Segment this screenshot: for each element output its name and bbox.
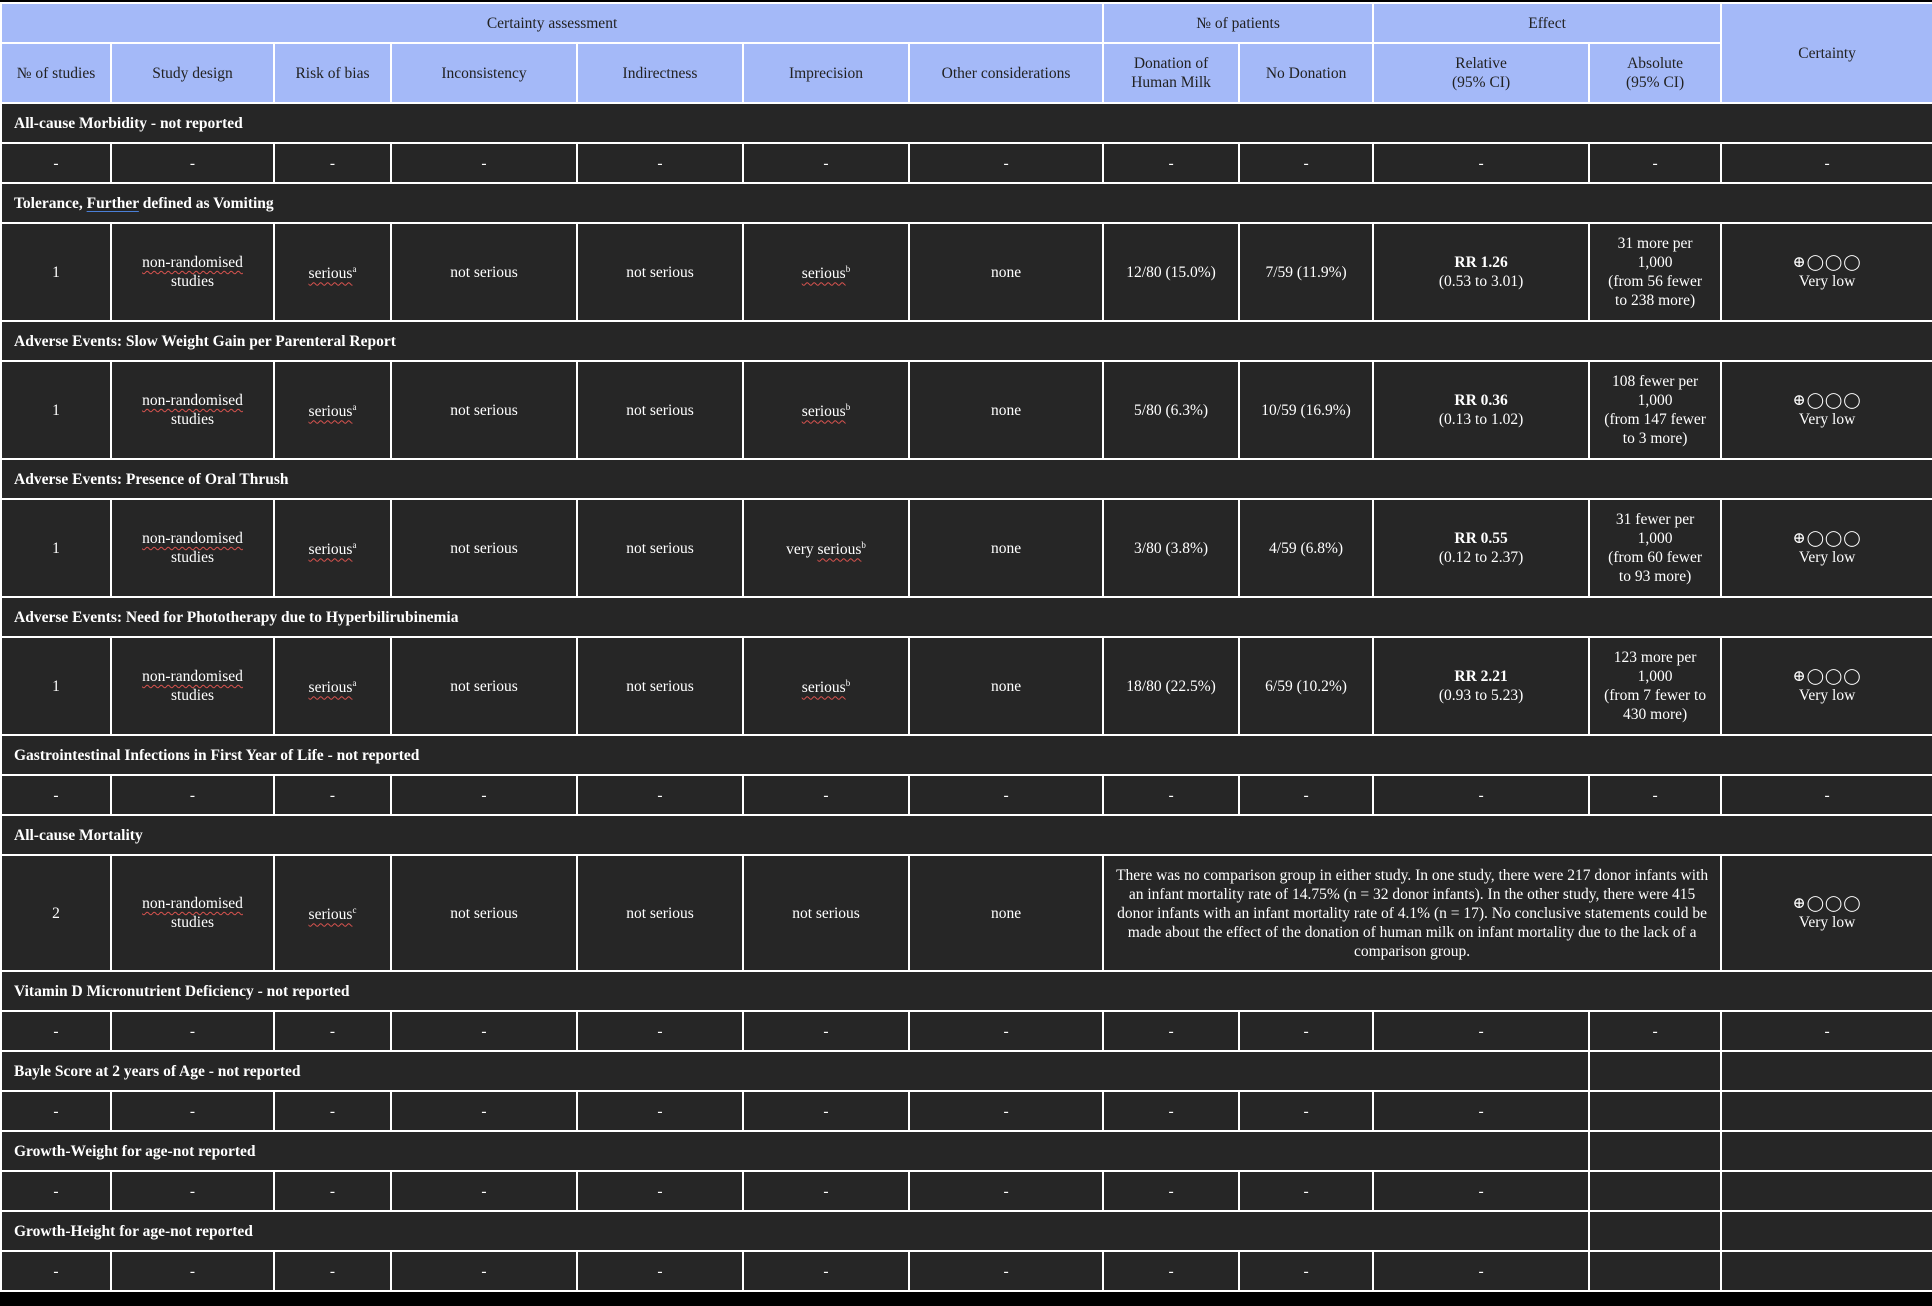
empty-value-cell: - [1721,143,1932,183]
empty-value-cell: - [1103,775,1239,815]
blank-cell [1721,1051,1932,1091]
empty-value-cell: - [909,1251,1103,1291]
no-donation-cell: 6/59 (10.2%) [1239,637,1373,735]
empty-value-cell: - [1239,775,1373,815]
other-considerations-cell: none [909,855,1103,971]
risk-of-bias-value: serious [308,541,353,559]
imprecision-cell [743,361,909,459]
certainty-cell [1721,223,1932,321]
donation-cell: 3/80 (3.8%) [1103,499,1239,597]
indirectness-cell: not serious [577,637,743,735]
absolute-line-1: 108 fewer per [1612,373,1699,390]
outcome-header-row [1,735,1932,775]
study-design-cell [111,855,274,971]
outcome-header-row [1,321,1932,361]
empty-value-cell: - [391,1251,577,1291]
other-considerations-cell: none [909,499,1103,597]
grade-evidence-table [0,2,1932,1292]
outcome-header-row [1,183,1932,223]
empty-value-cell: - [111,1171,274,1211]
empty-value-cell: - [274,1091,391,1131]
outcome-header-row [1,103,1932,143]
header-certainty: Certainty [1721,3,1932,103]
certainty-rating-icon: ⊕◯◯◯ [1792,530,1862,547]
imprecision-value: serious [817,541,862,559]
empty-value-cell: - [1,1251,111,1291]
header-absolute [1589,43,1721,103]
risk-of-bias-value: serious [308,679,353,697]
absolute-line-2: 1,000 [1637,530,1673,547]
header-indirectness: Indirectness [577,43,743,103]
imprecision-value: serious [801,403,846,421]
empty-value-cell: - [1589,143,1721,183]
blank-cell [1589,1251,1721,1291]
no-donation-cell: 10/59 (16.9%) [1239,361,1373,459]
study-design-line2: studies [170,549,215,566]
absolute-line-4: 430 more) [1623,706,1688,723]
blank-cell [1721,1251,1932,1291]
empty-value-cell: - [743,1251,909,1291]
imprecision-cell [743,637,909,735]
empty-value-cell: - [1373,143,1589,183]
inconsistency-cell: not serious [391,223,577,321]
empty-value-cell: - [1239,1091,1373,1131]
empty-value-cell: - [1,1091,111,1131]
relative-rr: RR 2.21 [1454,668,1508,685]
absolute-line-2: 1,000 [1637,668,1673,685]
inconsistency-cell: not serious [391,855,577,971]
inconsistency-cell: not serious [391,637,577,735]
certainty-rating-label: Very low [1798,914,1856,931]
outcome-title-suffix: defined as Vomiting [138,194,274,212]
not-reported-row [1,1011,1932,1051]
study-design-line2: studies [170,273,215,290]
empty-value-cell: - [111,143,274,183]
indirectness-cell: not serious [577,361,743,459]
blank-cell [1589,1211,1721,1251]
header-absolute-line2: (95% CI) [1626,74,1685,91]
risk-of-bias-value: serious [308,906,353,924]
empty-value-cell: - [909,143,1103,183]
not-reported-row [1,1251,1932,1291]
empty-value-cell: - [1103,143,1239,183]
empty-value-cell: - [391,1091,577,1131]
absolute-line-2: 1,000 [1637,254,1673,271]
indirectness-cell: not serious [577,499,743,597]
certainty-rating-icon: ⊕◯◯◯ [1792,392,1862,409]
other-considerations-cell: none [909,637,1103,735]
study-design-line2: studies [170,914,215,931]
study-design-cell [111,637,274,735]
indirectness-cell: not serious [577,855,743,971]
absolute-effect-cell [1589,637,1721,735]
relative-effect-cell [1373,637,1589,735]
certainty-cell [1721,855,1932,971]
blank-cell [1589,1171,1721,1211]
outcome-title: Adverse Events: Need for Phototherapy due to Hyperbilirubinemia [1,597,1932,637]
outcome-data-row [1,223,1932,321]
outcome-title: Bayle Score at 2 years of Age - not reported [1,1051,1589,1091]
num-studies-cell: 1 [1,223,111,321]
study-design-cell [111,499,274,597]
empty-value-cell: - [391,1011,577,1051]
empty-value-cell: - [1373,1171,1589,1211]
empty-value-cell: - [111,1251,274,1291]
absolute-line-4: to 93 more) [1618,568,1692,585]
empty-value-cell: - [1239,1011,1373,1051]
empty-value-cell: - [1373,1011,1589,1051]
imprecision-value: serious [801,265,846,283]
study-design-line1: non-randomised [142,668,243,685]
header-effect: Effect [1373,3,1721,43]
empty-value-cell: - [1721,775,1932,815]
empty-value-cell: - [1373,775,1589,815]
relative-effect-cell [1373,223,1589,321]
empty-value-cell: - [743,143,909,183]
outcome-title: All-cause Morbidity - not reported [1,103,1932,143]
empty-value-cell: - [1589,775,1721,815]
absolute-line-3: (from 60 fewer [1608,549,1702,566]
study-design-line2: studies [170,687,215,704]
header-donation-line2: Human Milk [1131,74,1211,91]
empty-value-cell: - [909,1011,1103,1051]
empty-value-cell: - [391,1171,577,1211]
outcome-title: Growth-Height for age-not reported [1,1211,1589,1251]
empty-value-cell: - [111,1011,274,1051]
outcome-header-row [1,459,1932,499]
header-donation [1103,43,1239,103]
no-donation-cell: 4/59 (6.8%) [1239,499,1373,597]
relative-effect-cell [1373,361,1589,459]
outcome-title: Adverse Events: Presence of Oral Thrush [1,459,1932,499]
absolute-line-2: 1,000 [1637,392,1673,409]
outcome-title-prefix: Tolerance, [14,194,87,212]
num-studies-cell: 2 [1,855,111,971]
relative-ci: (0.12 to 2.37) [1438,549,1524,566]
empty-value-cell: - [1721,1011,1932,1051]
not-reported-row [1,775,1932,815]
empty-value-cell: - [1103,1171,1239,1211]
study-design-line1: non-randomised [142,530,243,547]
empty-value-cell: - [577,143,743,183]
imprecision-value: serious [801,679,846,697]
certainty-cell [1721,499,1932,597]
header-num-patients: № of patients [1103,3,1373,43]
imprecision-cell [743,499,909,597]
header-risk-of-bias: Risk of bias [274,43,391,103]
header-relative [1373,43,1589,103]
empty-value-cell: - [1239,1251,1373,1291]
outcome-header-row [1,1131,1932,1171]
outcome-header-row [1,971,1932,1011]
empty-value-cell: - [111,1091,274,1131]
empty-value-cell: - [577,775,743,815]
footnote-marker: b [845,402,851,413]
certainty-rating-icon: ⊕◯◯◯ [1792,254,1862,271]
absolute-line-1: 31 more per [1617,235,1693,252]
no-donation-cell: 7/59 (11.9%) [1239,223,1373,321]
outcome-header-row [1,1211,1932,1251]
empty-value-cell: - [274,1171,391,1211]
mortality-narrative-cell: There was no comparison group in either study. In one study, there were 217 donor infants with an infant mortality rate of 14.75% (n = 32 donor infants). In the other study, there were 415 donor infants with an infant mortality rate of 4.1% (n = 17). No conclusive statements could be made about the effect of the donation of human milk on infant mortality due to the lack of a comparison group. [1103,855,1721,971]
header-relative-line2: (95% CI) [1452,74,1511,91]
blank-cell [1589,1091,1721,1131]
empty-value-cell: - [274,143,391,183]
absolute-line-4: to 3 more) [1622,430,1688,447]
relative-rr: RR 0.36 [1454,392,1508,409]
not-reported-row [1,143,1932,183]
empty-value-cell: - [1,1171,111,1211]
empty-value-cell: - [577,1171,743,1211]
footnote-marker: b [845,264,851,275]
outcome-title: Growth-Weight for age-not reported [1,1131,1589,1171]
imprecision-prefix: very [786,541,818,559]
empty-value-cell: - [1,775,111,815]
empty-value-cell: - [1,143,111,183]
num-studies-cell: 1 [1,637,111,735]
certainty-rating-icon: ⊕◯◯◯ [1792,895,1862,912]
empty-value-cell: - [1103,1011,1239,1051]
empty-value-cell: - [1103,1251,1239,1291]
empty-value-cell: - [1373,1091,1589,1131]
empty-value-cell: - [391,143,577,183]
footnote-marker: a [352,540,357,551]
empty-value-cell: - [577,1091,743,1131]
header-no-donation: No Donation [1239,43,1373,103]
outcome-title-link[interactable]: Further [86,194,139,212]
empty-value-cell: - [1589,1011,1721,1051]
outcome-title: All-cause Mortality [1,815,1932,855]
relative-ci: (0.13 to 1.02) [1438,411,1524,428]
header-num-studies: № of studies [1,43,111,103]
other-considerations-cell: none [909,223,1103,321]
grade-table-container [0,2,1932,1292]
donation-cell: 12/80 (15.0%) [1103,223,1239,321]
absolute-line-1: 123 more per [1613,649,1697,666]
empty-value-cell: - [909,1091,1103,1131]
certainty-cell [1721,637,1932,735]
outcome-title [1,183,1932,223]
empty-value-cell: - [909,775,1103,815]
empty-value-cell: - [743,1171,909,1211]
empty-value-cell: - [743,775,909,815]
study-design-cell [111,361,274,459]
outcome-data-row [1,361,1932,459]
donation-cell: 18/80 (22.5%) [1103,637,1239,735]
empty-value-cell: - [1239,143,1373,183]
risk-of-bias-cell [274,223,391,321]
absolute-effect-cell [1589,499,1721,597]
header-absolute-line1: Absolute [1627,55,1684,72]
study-design-line1: non-randomised [142,392,243,409]
empty-value-cell: - [909,1171,1103,1211]
inconsistency-cell: not serious [391,361,577,459]
not-reported-row [1,1171,1932,1211]
blank-cell [1721,1171,1932,1211]
study-design-line1: non-randomised [142,895,243,912]
inconsistency-cell: not serious [391,499,577,597]
study-design-line1: non-randomised [142,254,243,271]
empty-value-cell: - [577,1251,743,1291]
header-relative-line1: Relative [1455,55,1507,72]
empty-value-cell: - [743,1011,909,1051]
empty-value-cell: - [391,775,577,815]
certainty-rating-label: Very low [1798,273,1856,290]
imprecision-cell [743,223,909,321]
blank-cell [1721,1211,1932,1251]
outcome-title: Gastrointestinal Infections in First Year of Life - not reported [1,735,1932,775]
empty-value-cell: - [743,1091,909,1131]
risk-of-bias-cell [274,499,391,597]
certainty-rating-label: Very low [1798,687,1856,704]
outcome-data-row [1,499,1932,597]
blank-cell [1589,1051,1721,1091]
indirectness-cell: not serious [577,223,743,321]
absolute-line-4: to 238 more) [1615,292,1696,309]
header-donation-line1: Donation of [1133,55,1209,72]
empty-value-cell: - [577,1011,743,1051]
outcome-header-row [1,815,1932,855]
certainty-rating-icon: ⊕◯◯◯ [1792,668,1862,685]
risk-of-bias-cell [274,361,391,459]
absolute-line-3: (from 7 fewer to [1604,687,1707,704]
outcome-title: Adverse Events: Slow Weight Gain per Parenteral Report [1,321,1932,361]
outcome-data-row [1,637,1932,735]
empty-value-cell: - [1373,1251,1589,1291]
outcome-data-row [1,855,1932,971]
footnote-marker: a [352,402,357,413]
absolute-line-3: (from 56 fewer [1608,273,1702,290]
footnote-marker: c [352,905,357,916]
outcome-header-row [1,1051,1932,1091]
risk-of-bias-value: serious [308,403,353,421]
footnote-marker: b [845,678,851,689]
header-other-considerations: Other considerations [909,43,1103,103]
study-design-cell [111,223,274,321]
table-body [1,103,1932,1291]
absolute-effect-cell [1589,223,1721,321]
certainty-cell [1721,361,1932,459]
certainty-rating-label: Very low [1798,549,1856,566]
outcome-title: Vitamin D Micronutrient Deficiency - not reported [1,971,1932,1011]
absolute-effect-cell [1589,361,1721,459]
relative-rr: RR 0.55 [1454,530,1508,547]
relative-effect-cell [1373,499,1589,597]
study-design-line2: studies [170,411,215,428]
outcome-header-row [1,597,1932,637]
header-imprecision: Imprecision [743,43,909,103]
risk-of-bias-cell [274,855,391,971]
empty-value-cell: - [1103,1091,1239,1131]
relative-ci: (0.93 to 5.23) [1438,687,1524,704]
not-reported-row [1,1091,1932,1131]
risk-of-bias-value: serious [308,265,353,283]
blank-cell [1721,1131,1932,1171]
num-studies-cell: 1 [1,361,111,459]
header-inconsistency: Inconsistency [391,43,577,103]
relative-ci: (0.53 to 3.01) [1438,273,1524,290]
empty-value-cell: - [274,1011,391,1051]
empty-value-cell: - [274,775,391,815]
footnote-marker: a [352,264,357,275]
absolute-line-3: (from 147 fewer [1604,411,1706,428]
footnote-marker: a [352,678,357,689]
other-considerations-cell: none [909,361,1103,459]
empty-value-cell: - [1239,1171,1373,1211]
empty-value-cell: - [111,775,274,815]
blank-cell [1589,1131,1721,1171]
empty-value-cell: - [274,1251,391,1291]
num-studies-cell: 1 [1,499,111,597]
imprecision-cell: not serious [743,855,909,971]
header-study-design: Study design [111,43,274,103]
blank-cell [1721,1091,1932,1131]
absolute-line-1: 31 fewer per [1615,511,1695,528]
risk-of-bias-cell [274,637,391,735]
donation-cell: 5/80 (6.3%) [1103,361,1239,459]
relative-rr: RR 1.26 [1454,254,1508,271]
header-certainty-assessment: Certainty assessment [1,3,1103,43]
footnote-marker: b [861,540,866,551]
empty-value-cell: - [1,1011,111,1051]
certainty-rating-label: Very low [1798,411,1856,428]
